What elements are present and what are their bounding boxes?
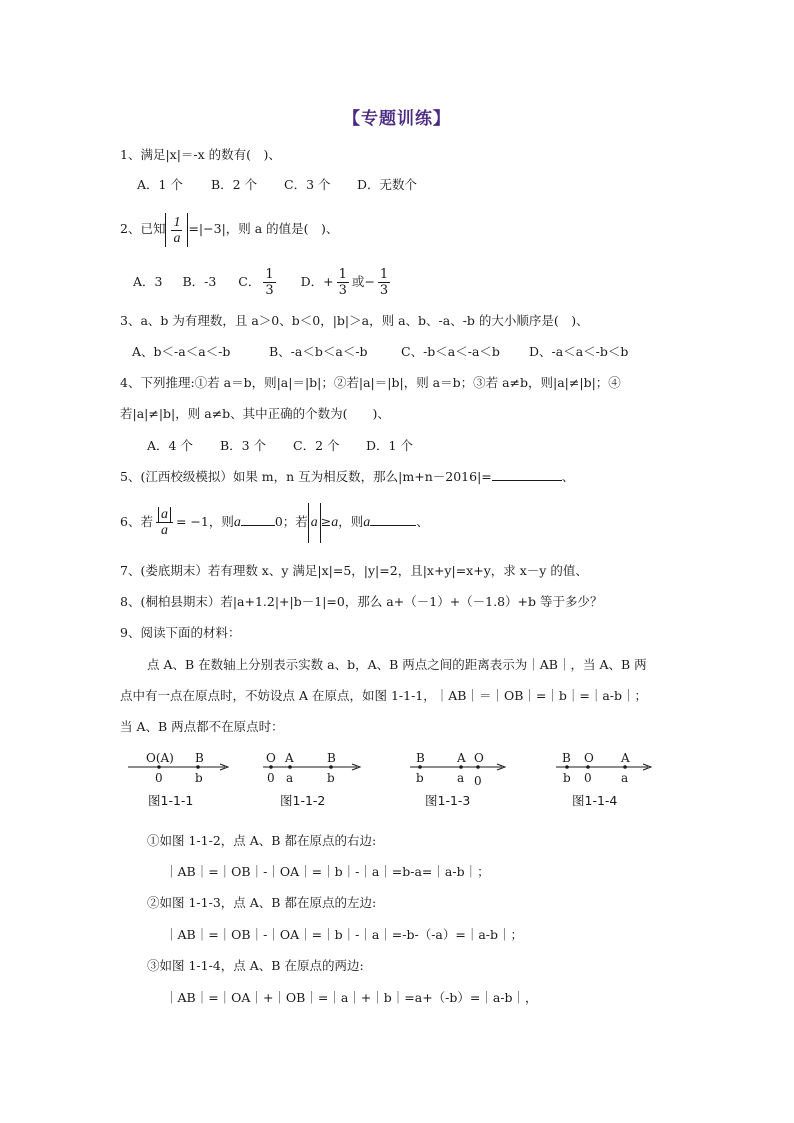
q2-option-d-plus: +: [323, 274, 334, 289]
q9-case-2-formula: ｜AB｜=｜OB｜-｜OA｜=｜b｜-｜a｜=-b-（-a）=｜a-b｜；: [165, 927, 524, 942]
question-3-options: [132, 343, 628, 361]
question-1-options: [137, 176, 417, 194]
fig1-label-bottom-1: b: [195, 771, 203, 785]
q4-option-a: A．4 个: [147, 438, 193, 453]
q6-var-2: a: [331, 515, 339, 530]
q6-ge: ≥: [320, 514, 332, 529]
q6-var-3: a: [363, 515, 371, 530]
q2-option-c-num: 1: [265, 267, 274, 282]
figure-1-1-4: [556, 751, 651, 808]
fig3-label-top-2: O: [474, 751, 484, 765]
fig2-label-bottom-0: 0: [267, 771, 275, 785]
fig2-point-o: [269, 765, 273, 769]
q4-option-c: C．2 个: [293, 438, 340, 453]
q5-end: 、: [561, 469, 575, 484]
fig2-label-top-0: O: [266, 751, 276, 765]
figure-1-1-2: [263, 751, 360, 808]
q3-option-a: A、b＜-a＜a＜-b: [132, 344, 231, 359]
fig3-point-b: [418, 765, 422, 769]
q6-frac-num: a: [156, 507, 173, 523]
q2-option-d-num2: 1: [379, 267, 389, 282]
fig4-point-a: [623, 765, 627, 769]
q6-then: ，则: [338, 514, 364, 529]
question-6: [120, 502, 429, 543]
question-3-stem: 3、a、b 为有理数，且 a＞0、b＜0，|b|＞a，则 a、b、-a、-b 的大小顺序是( )、: [120, 313, 589, 328]
fig3-label-top-1: A: [457, 751, 466, 765]
q2-option-a: A．3: [133, 274, 163, 289]
page-title: 【专题训练】: [343, 109, 451, 129]
q2-option-d-num1: 1: [338, 267, 347, 282]
q4-option-d: D．1 个: [366, 438, 413, 453]
q6-mid: 0；若: [274, 514, 308, 529]
question-5: [120, 468, 574, 486]
fig2-label-top-1: A: [285, 751, 294, 765]
question-8: 8、(桐柏县期末）若|a+1.2|+|b－1|=0，那么 a+（－1）+（－1.8）+b 等于多少？: [120, 594, 603, 609]
q9-case-1: ①如图 1-1-2，点 A、B 都在原点的右边:: [147, 833, 377, 848]
q6-answer-blank-1[interactable]: [241, 513, 275, 526]
figure-1-1-1: [128, 751, 228, 808]
question-2-stem: [120, 212, 338, 247]
fig3-label-top-0: B: [416, 751, 425, 765]
q1-option-b: B．2 个: [211, 177, 258, 192]
q2-frac-num: 1: [173, 214, 181, 230]
q9-paragraph-line-3: 当 A、B 两点都不在原点时：: [120, 719, 284, 734]
question-7: 7、(娄底期末）若有理数 x、y 满足|x|=5，|y|=2，且|x+y|=x+y，求 x－y 的值、: [120, 563, 588, 578]
q9-case-3-formula: ｜AB｜=｜OA｜+｜OB｜=｜a｜+｜b｜=a+（-b）=｜a-b｜，: [165, 990, 538, 1005]
fig4-label-top-0: B: [562, 751, 571, 765]
question-1-stem: 1、满足|x|＝-x 的数有( )、: [120, 147, 281, 162]
fig3-point-a: [459, 765, 463, 769]
q2-suffix: ，则 a 的值是( )、: [225, 221, 339, 236]
q9-case-3: ③如图 1-1-4，点 A、B 在原点的两边:: [147, 958, 364, 973]
fig1-point-o: [157, 765, 161, 769]
q5-stem: 5、(江西校级模拟）如果 m，n 互为相反数，那么|m+n－2016|=: [120, 469, 492, 484]
fig1-caption: 图1-1-1: [148, 793, 194, 808]
fig3-point-o: [476, 765, 480, 769]
q2-option-d-minus: −: [364, 274, 375, 289]
number-line-figures: [120, 745, 680, 815]
fig1-label-top-1: B: [195, 751, 204, 765]
fig2-point-a: [288, 765, 292, 769]
q6-var-1: a: [233, 515, 241, 530]
question-4-line-1: 4、下列推理:①若 a＝b，则|a|＝|b|；②若|a|＝|b|，则 a＝b；③若 a≠b，则|a|≠|b|；④: [120, 375, 621, 390]
question-2-options: [133, 265, 393, 299]
fig2-point-b: [329, 765, 333, 769]
q2-option-b: B．-3: [182, 274, 217, 289]
q6-end: 、: [416, 514, 429, 529]
q4-option-b: B．3 个: [220, 438, 267, 453]
fig2-caption: 图1-1-2: [280, 793, 326, 808]
fig1-label-top-0: O(A): [146, 751, 174, 765]
fig1-point-b: [196, 765, 200, 769]
fig3-label-bottom-2: 0: [474, 774, 482, 788]
q1-option-c: C．3 个: [284, 177, 331, 192]
q6-answer-blank-2[interactable]: [370, 513, 416, 526]
q9-case-1-formula: ｜AB｜=｜OB｜-｜OA｜=｜b｜-｜a｜=b-a=｜a-b｜；: [165, 864, 490, 879]
q2-option-d-den1: 3: [338, 283, 347, 298]
fig3-label-bottom-1: a: [457, 771, 465, 785]
q2-option-c-den: 3: [265, 283, 274, 298]
q2-prefix: 2、已知: [120, 221, 166, 236]
q1-option-a: A．1 个: [137, 177, 183, 192]
fig2-label-top-2: B: [327, 751, 336, 765]
q3-option-b: B、-a＜b＜a＜-b: [269, 344, 368, 359]
fig4-label-top-2: A: [621, 751, 630, 765]
q2-frac-den: a: [173, 230, 181, 246]
q3-option-d: D、-a＜a＜-b＜b: [529, 344, 629, 359]
fig4-point-o: [586, 765, 590, 769]
fig1-label-bottom-0: 0: [155, 771, 163, 785]
q6-prefix: 6、若: [120, 514, 153, 529]
fig2-label-bottom-1: a: [286, 771, 294, 785]
question-4-line-2: 若|a|≠|b|，则 a≠b、其中正确的个数为( )、: [120, 406, 390, 421]
fig4-caption: 图1-1-4: [572, 793, 618, 808]
q2-option-d-or: 或: [351, 274, 365, 289]
fig4-label-top-1: O: [584, 751, 594, 765]
fig2-label-bottom-2: b: [327, 771, 335, 785]
fig4-label-bottom-1: 0: [584, 771, 592, 785]
question-9-stem: 9、阅读下面的材料：: [120, 625, 241, 640]
q2-abs-fraction: [165, 213, 188, 247]
q9-paragraph-line-1: 点 A、B 在数轴上分别表示实数 a、b，A、B 两点之间的距离表示为｜AB｜，当 A、B 两: [147, 657, 647, 672]
q2-middle: =|−3|: [188, 221, 226, 236]
fig4-label-bottom-0: b: [563, 771, 571, 785]
q2-option-d-den2: 3: [379, 283, 389, 298]
q3-option-c: C、-b＜a＜-a＜b: [401, 344, 500, 359]
q5-answer-blank[interactable]: [492, 468, 562, 481]
q9-paragraph-line-2: 点中有一点在原点时，不妨设点 A 在原点，如图 1-1-1，｜AB｜＝｜OB｜=｜b｜=｜a-b｜；: [120, 688, 648, 703]
q9-case-2: ②如图 1-1-3，点 A、B 都在原点的左边:: [147, 895, 377, 910]
question-4-options: [147, 437, 413, 455]
fig3-caption: 图1-1-3: [425, 793, 471, 808]
q6-frac-den: a: [160, 523, 168, 539]
q6-eq: = −1，则: [175, 514, 234, 529]
q1-option-d: D．无数个: [357, 177, 418, 192]
fig4-label-bottom-2: a: [621, 771, 629, 785]
q6-abs-var: a: [308, 503, 321, 543]
fig4-point-b: [565, 765, 569, 769]
q2-option-d-label: D．: [300, 274, 324, 289]
figure-1-1-3: [410, 751, 505, 808]
q2-option-c-label: C．: [238, 274, 261, 289]
fig3-label-bottom-0: b: [416, 771, 424, 785]
